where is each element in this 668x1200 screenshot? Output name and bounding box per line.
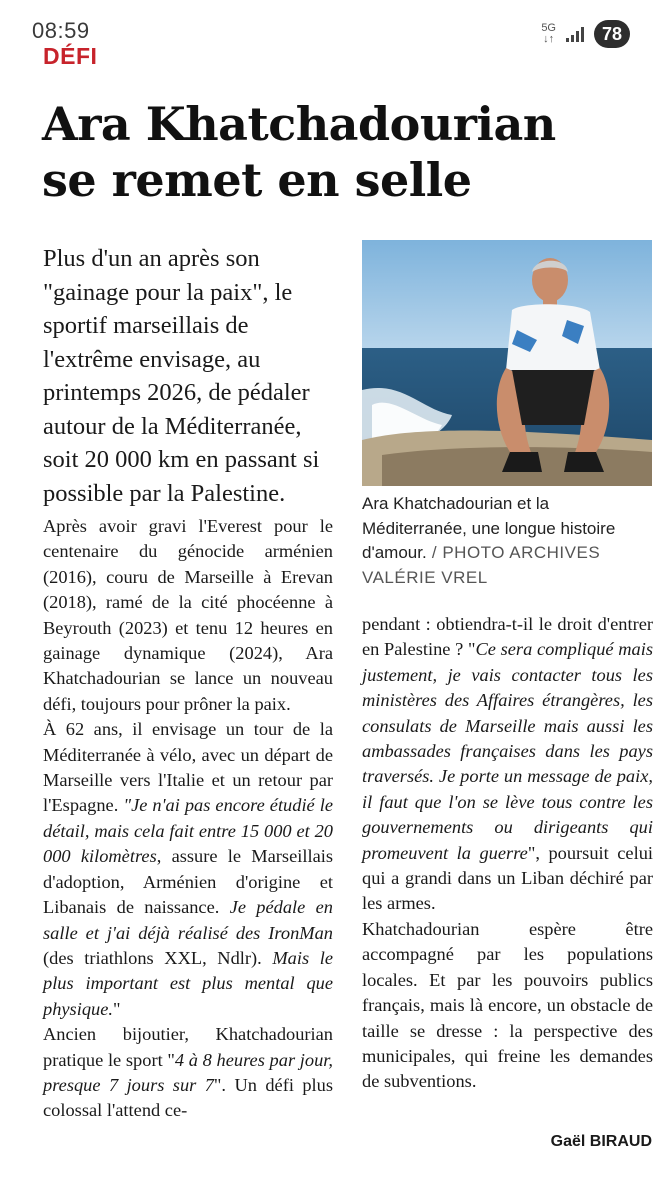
article-photo[interactable] <box>362 240 652 486</box>
body-paragraph <box>43 717 333 1022</box>
article-body-left-column <box>43 514 333 1124</box>
body-paragraph <box>362 612 653 917</box>
body-paragraph: Khatchadourian espère être accompagné par les populations locales. Et par les pouvoirs publics français, mais là encore, un obstacle de taille se dresse : la perspective des municipales, qui freine les demandes de subventions. <box>362 918 653 1092</box>
headline-line-1: Ara Khatchadourian <box>42 97 556 151</box>
network-indicator-icon <box>541 23 556 45</box>
photo-illustration <box>362 240 652 486</box>
quote-text: Je pédale en salle et j'ai déjà réalisé des IronMan <box>43 897 333 943</box>
body-text: ". Un défi plus colossal l'attend ce- <box>43 1074 333 1121</box>
section-label: DÉFI <box>43 43 98 69</box>
article-body-right-column <box>362 612 653 1095</box>
body-text: , assure le Marseillais d'adoption, Arménien d'origine et Libanais de naissance. <box>43 846 333 918</box>
article-lede: Plus d'un an après son "gainage pour la paix", le sportif marseillais de l'extrême envisage, au printemps 2026, de pédaler autour de la Méditerranée, soit 20 000 km en passant si possible par la Palestine. <box>43 245 320 507</box>
quote-text: Mais le plus important est plus mental que physique. <box>43 947 333 1019</box>
headline-line-2: se remet en selle <box>42 153 472 207</box>
body-text: pendant : obtiendra-t-il le droit d'entrer en Palestine ? " <box>362 614 653 660</box>
quote-text: 4 à 8 heures par jour, presque 7 jours sur 7 <box>43 1049 333 1095</box>
body-text: (des triathlons XXL, Ndlr). <box>43 947 273 968</box>
photo-credit: / PHOTO ARCHIVES VALÉRIE VREL <box>362 543 601 587</box>
signal-strength-icon <box>566 26 584 42</box>
photo-caption <box>362 492 652 590</box>
body-paragraph <box>43 1022 333 1124</box>
caption-text: Ara Khatchadourian et la Méditerranée, une longue histoire d'amour. <box>362 494 616 562</box>
article-headline <box>42 96 642 208</box>
body-text: À 62 ans, il envisage un tour de la Méditerranée à vélo, avec un départ de Marseille vers l'Italie et un retour par l'Espagne. <box>43 719 333 816</box>
network-label: 5G <box>541 22 556 34</box>
status-icons <box>541 20 630 48</box>
author-byline: Gaël BIRAUD <box>550 1133 652 1150</box>
status-bar <box>0 0 668 48</box>
data-arrows-icon: ↓↑ <box>543 33 555 45</box>
body-text: " <box>112 998 121 1019</box>
body-paragraph: Après avoir gravi l'Everest pour le centenaire du génocide arménien (2016), couru de Marseille à Erevan (2018), ramé de la cité phocéenne à Beyrouth (2023) et tenu 12 heures en gainage dynamique (2024), Ara Khatchadourian se lance un nouveau défi, toujours pour prôner la paix. <box>43 516 333 714</box>
body-text: ", poursuit celui qui a grandi dans un Liban déchiré par les armes. <box>362 842 653 914</box>
quote-text: Ce sera compliqué mais justement, je vais contacter tous les ministères des Affaires étrangères, les consulats de Marseille mais aussi les ambassades françaises dans les pays traversés. Je porte un message de paix, il faut que l'on se lève tous contre les gouvernements ou dirigeants qui promeuvent la guerre <box>362 639 653 863</box>
body-text: Ancien bijoutier, Khatchadourian pratique le sport " <box>43 1024 333 1070</box>
battery-icon: 78 <box>594 20 630 48</box>
status-time: 08:59 <box>32 18 90 43</box>
quote-text: "Je n'ai pas encore étudié le détail, mais cela fait entre 15 000 et 20 000 kilomètres <box>43 795 334 867</box>
